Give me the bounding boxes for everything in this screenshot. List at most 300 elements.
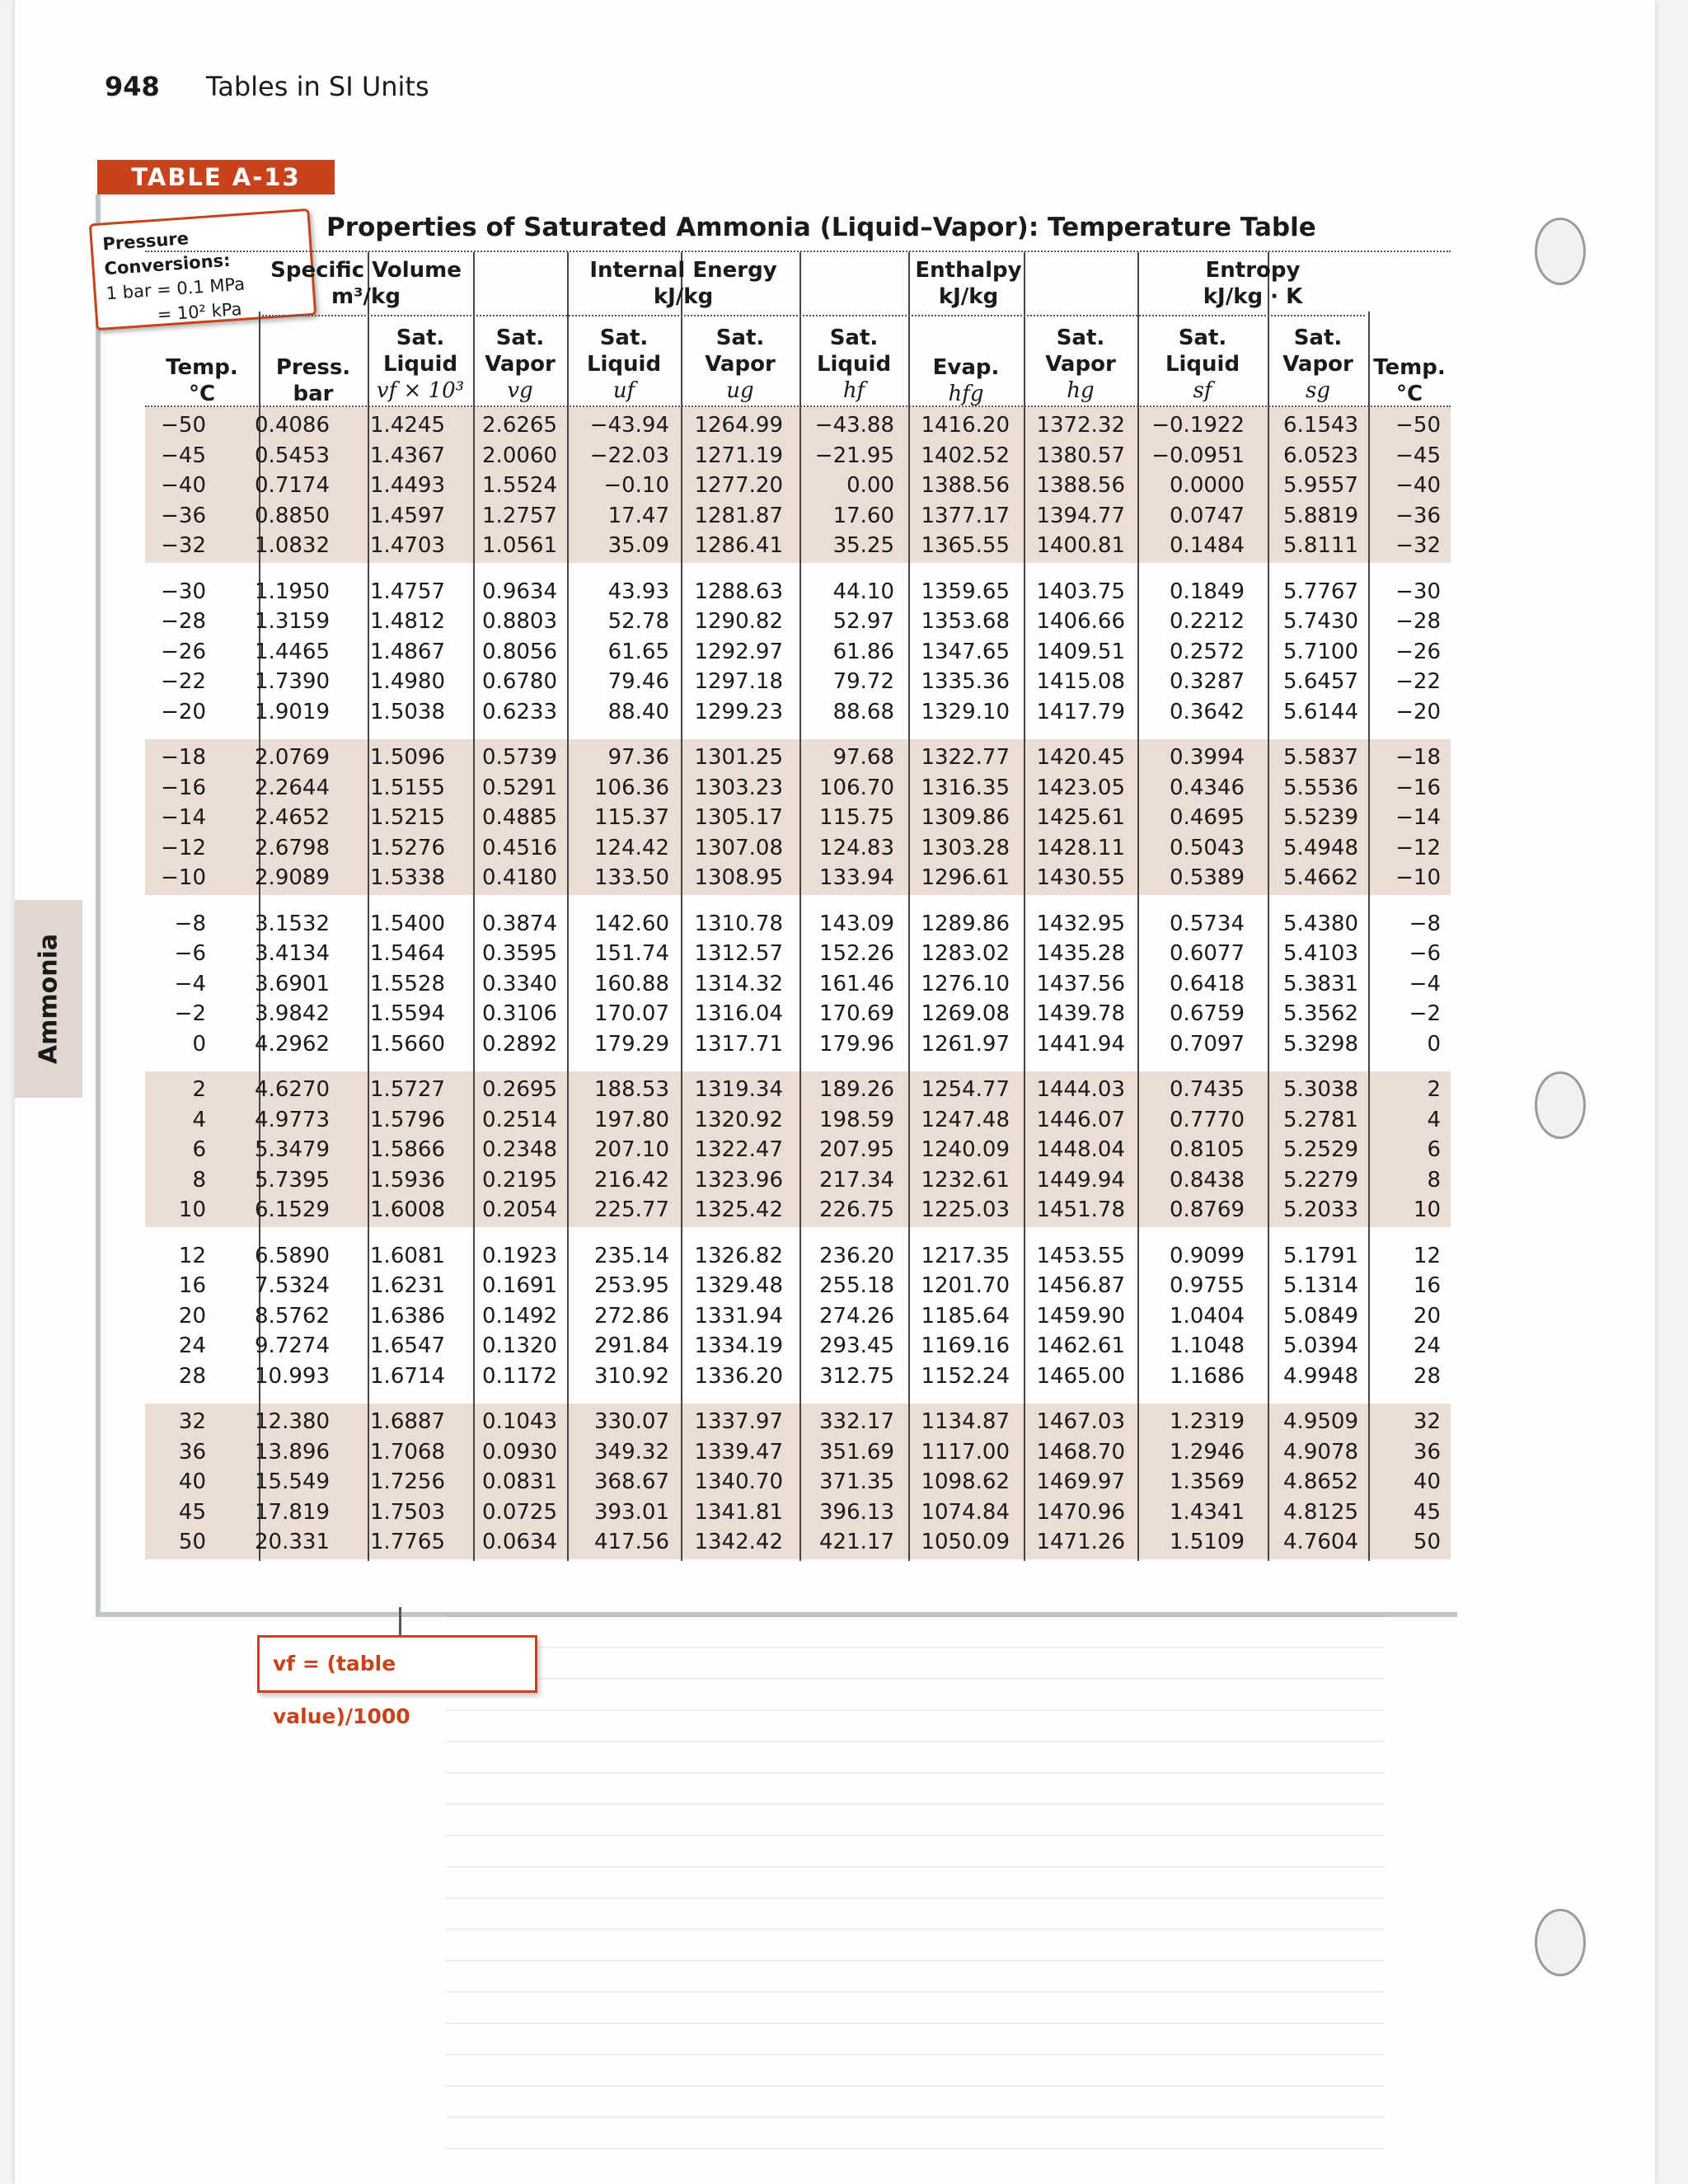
- header-line: Press.: [275, 355, 351, 380]
- table-cell: 0.1484: [1170, 533, 1245, 559]
- pressure-column-header: [259, 354, 368, 407]
- table-cell: 1.5109: [1170, 1530, 1245, 1555]
- table-cell: −6: [174, 941, 206, 967]
- table-cell: 4.2962: [255, 1031, 330, 1057]
- hfg-column-header: [908, 354, 1024, 407]
- table-cell: 79.72: [832, 669, 894, 695]
- table-cell: 1.5215: [370, 805, 445, 831]
- table-cell: 5.7430: [1283, 609, 1358, 635]
- table-cell: 61.65: [607, 639, 669, 664]
- table-cell: −40: [1395, 473, 1441, 499]
- table-cell: 52.97: [832, 609, 894, 635]
- table-cell: −36: [161, 503, 206, 528]
- table-cell: 1312.57: [694, 941, 783, 967]
- table-cell: 1317.71: [694, 1031, 783, 1057]
- table-cell: 1342.42: [694, 1530, 783, 1555]
- page-header: [105, 71, 429, 102]
- table-cell: 1.5524: [482, 473, 557, 499]
- table-cell: 52.78: [607, 609, 669, 635]
- table-cell: 1.5096: [370, 745, 445, 770]
- table-cell: 1359.65: [921, 579, 1010, 604]
- table-cell: 0.1691: [482, 1273, 557, 1299]
- table-cell: −12: [1395, 835, 1441, 860]
- table-cell: 1074.84: [921, 1499, 1010, 1525]
- table-cell: 1.5338: [370, 865, 445, 891]
- table-cell: 0.1320: [482, 1333, 557, 1359]
- table-cell: 1276.10: [921, 971, 1010, 996]
- header-line: Sat.: [495, 326, 545, 350]
- table-cell: 17.47: [607, 503, 669, 528]
- table-cell: 1.5528: [370, 971, 445, 996]
- table-cell: −45: [161, 443, 206, 468]
- table-cell: 5.2033: [1283, 1197, 1358, 1223]
- table-cell: 1417.79: [1036, 699, 1125, 724]
- table-cell: 368.67: [594, 1469, 669, 1495]
- table-cell: 236.20: [819, 1243, 894, 1268]
- table-cell: 1469.97: [1036, 1469, 1125, 1495]
- table-cell: 2.2644: [255, 775, 330, 800]
- table-cell: 1428.11: [1036, 835, 1125, 860]
- table-cell: 1.4245: [370, 413, 445, 438]
- table-cell: 4.9773: [255, 1107, 330, 1132]
- table-cell: 198.59: [819, 1107, 894, 1132]
- table-cell: 189.26: [819, 1077, 894, 1102]
- table-cell: 1409.51: [1036, 639, 1125, 664]
- table-cell: 1314.32: [694, 971, 783, 996]
- table-cell: 1415.08: [1036, 669, 1125, 695]
- table-cell: 5.1314: [1283, 1273, 1358, 1299]
- table-cell: 0.0930: [482, 1439, 557, 1465]
- specific-volume-header: [259, 257, 473, 310]
- table-cell: 1.5866: [370, 1137, 445, 1163]
- sg-column-header: [1268, 325, 1368, 404]
- table-cell: −18: [1395, 745, 1441, 770]
- header-line: sf: [1193, 378, 1212, 403]
- table-cell: 1305.17: [694, 805, 783, 831]
- group-unit: m³/kg: [331, 284, 401, 309]
- table-cell: 1.4867: [370, 639, 445, 664]
- table-cell: 0: [1427, 1031, 1441, 1057]
- table-cell: 1456.87: [1036, 1273, 1125, 1299]
- internal-energy-header: [567, 257, 799, 310]
- table-cell: 4.8125: [1283, 1499, 1358, 1525]
- table-cell: 1290.82: [694, 609, 783, 635]
- table-cell: −21.95: [814, 443, 894, 468]
- table-cell: 20.331: [255, 1530, 330, 1555]
- table-cell: 5.6144: [1283, 699, 1358, 724]
- header-line: Liquid: [1165, 352, 1240, 377]
- table-cell: 5.2529: [1283, 1137, 1358, 1163]
- table-cell: 1.6081: [370, 1243, 445, 1268]
- page-number: 948: [105, 71, 160, 102]
- table-cell: 5.9557: [1283, 473, 1358, 499]
- table-cell: 0.4086: [255, 413, 330, 438]
- table-cell: 1283.02: [921, 941, 1010, 967]
- table-cell: 1299.23: [694, 699, 783, 724]
- table-cell: 1316.35: [921, 775, 1010, 800]
- table-cell: 1406.66: [1036, 609, 1125, 635]
- vg-column-header: [473, 325, 567, 404]
- table-cell: 351.69: [819, 1439, 894, 1465]
- table-cell: 106.36: [594, 775, 669, 800]
- table-cell: 1.4757: [370, 579, 445, 604]
- table-cell: 1322.47: [694, 1137, 783, 1163]
- table-cell: −36: [1395, 503, 1441, 528]
- table-cell: 253.95: [594, 1273, 669, 1299]
- table-cell: 1.5155: [370, 775, 445, 800]
- header-line: vf × 10³: [376, 378, 465, 403]
- table-cell: 1117.00: [921, 1439, 1010, 1465]
- table-cell: 0.4180: [482, 865, 557, 891]
- table-cell: 0.3595: [482, 941, 557, 967]
- table-cell: 1331.94: [694, 1303, 783, 1329]
- table-cell: 417.56: [594, 1530, 669, 1555]
- table-cell: 293.45: [819, 1333, 894, 1359]
- table-cell: 1337.97: [694, 1409, 783, 1434]
- table-cell: 371.35: [819, 1469, 894, 1495]
- table-cell: 1.6008: [370, 1197, 445, 1223]
- table-cell: 2.9089: [255, 865, 330, 891]
- table-cell: 5.5536: [1283, 775, 1358, 800]
- header-line: Vapor: [1282, 352, 1353, 377]
- table-cell: 28: [178, 1363, 206, 1389]
- conversion-line-1: 1 bar = 0.1 MPa: [105, 274, 246, 304]
- table-cell: 235.14: [594, 1243, 669, 1268]
- table-cell: −22.03: [589, 443, 669, 468]
- uf-column-header: [567, 325, 681, 404]
- table-cell: −2: [1409, 1001, 1441, 1027]
- table-cell: 1347.65: [921, 639, 1010, 664]
- table-cell: 35.25: [832, 533, 894, 559]
- table-cell: 1.5594: [370, 1001, 445, 1027]
- table-cell: 1402.52: [921, 443, 1010, 468]
- table-cell: 151.74: [594, 941, 669, 967]
- table-cell: 1134.87: [921, 1409, 1010, 1434]
- group-unit: kJ/kg · K: [1203, 284, 1303, 309]
- table-cell: 1297.18: [694, 669, 783, 695]
- table-cell: 32: [178, 1409, 206, 1434]
- table-cell: 1.4367: [370, 443, 445, 468]
- table-cell: 1416.20: [921, 413, 1010, 438]
- header-rule: [145, 251, 1451, 252]
- table-cell: 1448.04: [1036, 1137, 1125, 1163]
- table-cell: 330.07: [594, 1409, 669, 1434]
- table-cell: 6.0523: [1283, 443, 1358, 468]
- table-cell: 45: [178, 1499, 206, 1525]
- group-title: Entropy: [1205, 258, 1301, 283]
- table-cell: 0.0000: [1170, 473, 1245, 499]
- table-cell: 1336.20: [694, 1363, 783, 1389]
- table-cell: 1217.35: [921, 1243, 1010, 1268]
- header-line: Evap.: [932, 355, 1000, 380]
- table-cell: 1323.96: [694, 1167, 783, 1193]
- table-cell: 0.1492: [482, 1303, 557, 1329]
- vf-column-header: [368, 325, 473, 404]
- table-cell: 0.4695: [1170, 805, 1245, 831]
- table-cell: 0.4885: [482, 805, 557, 831]
- table-cell: 1453.55: [1036, 1243, 1125, 1268]
- table-cell: 1329.10: [921, 699, 1010, 724]
- group-unit: kJ/kg: [938, 284, 999, 309]
- table-cell: 1400.81: [1036, 533, 1125, 559]
- table-cell: 1.5464: [370, 941, 445, 967]
- table-cell: 1316.04: [694, 1001, 783, 1027]
- table-cell: 0.1043: [482, 1409, 557, 1434]
- table-cell: 9.7274: [255, 1333, 330, 1359]
- table-cell: −40: [161, 473, 206, 499]
- group-title: Enthalpy: [915, 258, 1022, 283]
- table-cell: 16: [178, 1273, 206, 1299]
- table-cell: −30: [1395, 579, 1441, 604]
- table-cell: 1420.45: [1036, 745, 1125, 770]
- table-cell: 17.60: [832, 503, 894, 528]
- table-cell: 1465.00: [1036, 1363, 1125, 1389]
- header-line: ug: [726, 378, 754, 403]
- table-cell: −50: [161, 413, 206, 438]
- table-cell: 207.95: [819, 1137, 894, 1163]
- header-line: Sat.: [396, 326, 445, 350]
- table-cell: 20: [178, 1303, 206, 1329]
- table-cell: 1.9019: [255, 699, 330, 724]
- table-cell: 1201.70: [921, 1273, 1010, 1299]
- table-cell: 0.8056: [482, 639, 557, 664]
- header-line: Temp.: [166, 355, 238, 380]
- table-cell: −0.0951: [1151, 443, 1245, 468]
- table-cell: 0.9099: [1170, 1243, 1245, 1268]
- ug-column-header: [681, 325, 799, 404]
- table-cell: 5.8111: [1283, 533, 1358, 559]
- table-cell: 0.3287: [1170, 669, 1245, 695]
- table-cell: 5.3479: [255, 1137, 330, 1163]
- table-cell: −20: [1395, 699, 1441, 724]
- table-cell: 2.0060: [482, 443, 557, 468]
- table-cell: 5.8819: [1283, 503, 1358, 528]
- table-cell: 12.380: [255, 1409, 330, 1434]
- table-cell: 1185.64: [921, 1303, 1010, 1329]
- temp-column-header: [145, 354, 259, 407]
- header-line: hfg: [948, 382, 984, 406]
- table-cell: 225.77: [594, 1197, 669, 1223]
- table-cell: 3.9842: [255, 1001, 330, 1027]
- table-cell: 188.53: [594, 1077, 669, 1102]
- header-line: hf: [842, 378, 865, 403]
- table-cell: 291.84: [594, 1333, 669, 1359]
- table-cell: 1334.19: [694, 1333, 783, 1359]
- table-cell: 179.29: [594, 1031, 669, 1057]
- table-cell: 4.9078: [1283, 1439, 1358, 1465]
- header-line: °C: [188, 382, 216, 406]
- table-cell: 3.4134: [255, 941, 330, 967]
- table-cell: 197.80: [594, 1107, 669, 1132]
- table-cell: 170.07: [594, 1001, 669, 1027]
- table-cell: −30: [161, 579, 206, 604]
- temp-column-header-right: [1368, 354, 1451, 407]
- table-cell: 1437.56: [1036, 971, 1125, 996]
- table-cell: 1470.96: [1036, 1499, 1125, 1525]
- table-cell: 1353.68: [921, 609, 1010, 635]
- table-cell: 1423.05: [1036, 775, 1125, 800]
- table-cell: 1261.97: [921, 1031, 1010, 1057]
- table-cell: 1468.70: [1036, 1439, 1125, 1465]
- table-cell: 4: [1427, 1107, 1441, 1132]
- table-cell: −43.88: [814, 413, 894, 438]
- table-cell: 5.3562: [1283, 1001, 1358, 1027]
- header-line: vg: [507, 378, 533, 403]
- table-cell: 1286.41: [694, 533, 783, 559]
- table-cell: −0.1922: [1151, 413, 1245, 438]
- header-line: hg: [1067, 378, 1095, 403]
- table-cell: 0.2892: [482, 1031, 557, 1057]
- table-cell: 106.70: [819, 775, 894, 800]
- table-cell: 79.46: [607, 669, 669, 695]
- table-cell: 10.993: [255, 1363, 330, 1389]
- table-cell: 0.4346: [1170, 775, 1245, 800]
- table-cell: 0.8438: [1170, 1167, 1245, 1193]
- table-cell: 1444.03: [1036, 1077, 1125, 1102]
- table-cell: −0.10: [603, 473, 669, 499]
- group-unit: kJ/kg: [653, 284, 714, 309]
- table-cell: 0.2695: [482, 1077, 557, 1102]
- table-cell: 1.4980: [370, 669, 445, 695]
- table-cell: 4.7604: [1283, 1530, 1358, 1555]
- table-cell: 179.96: [819, 1031, 894, 1057]
- table-cell: 274.26: [819, 1303, 894, 1329]
- table-cell: 0.4516: [482, 835, 557, 860]
- table-cell: 61.86: [832, 639, 894, 664]
- table-cell: 8: [192, 1167, 206, 1193]
- table-cell: 1.2946: [1170, 1439, 1245, 1465]
- table-cell: 4: [192, 1107, 206, 1132]
- table-cell: 13.896: [255, 1439, 330, 1465]
- table-cell: 1320.92: [694, 1107, 783, 1132]
- table-cell: 43.93: [607, 579, 669, 604]
- table-cell: 0.0747: [1170, 503, 1245, 528]
- table-cell: 217.34: [819, 1167, 894, 1193]
- table-cell: 1050.09: [921, 1530, 1010, 1555]
- table-cell: −2: [174, 1001, 206, 1027]
- table-cell: 1225.03: [921, 1197, 1010, 1223]
- group-title: Specific Volume: [270, 258, 462, 283]
- table-cell: 1.4493: [370, 473, 445, 499]
- table-cell: −45: [1395, 443, 1441, 468]
- table-cell: −16: [161, 775, 206, 800]
- table-cell: 1388.56: [921, 473, 1010, 499]
- table-cell: 0.5389: [1170, 865, 1245, 891]
- table-cell: −8: [174, 911, 206, 936]
- table-cell: 1325.42: [694, 1197, 783, 1223]
- table-cell: 332.17: [819, 1409, 894, 1434]
- table-cell: 1240.09: [921, 1137, 1010, 1163]
- table-cell: 1432.95: [1036, 911, 1125, 936]
- table-cell: 1.4341: [1170, 1499, 1245, 1525]
- table-cell: 1308.95: [694, 865, 783, 891]
- table-cell: 0.5043: [1170, 835, 1245, 860]
- table-cell: 1439.78: [1036, 1001, 1125, 1027]
- table-cell: 1322.77: [921, 745, 1010, 770]
- table-cell: −14: [1395, 805, 1441, 831]
- header-line: Liquid: [586, 352, 662, 377]
- table-cell: 1.7765: [370, 1530, 445, 1555]
- binder-hole: [1535, 218, 1586, 285]
- table-cell: 0.2514: [482, 1107, 557, 1132]
- table-cell: 1326.82: [694, 1243, 783, 1268]
- table-cell: 2.0769: [255, 745, 330, 770]
- table-cell: 0.2212: [1170, 609, 1245, 635]
- header-line: °C: [1395, 382, 1423, 406]
- table-cell: 0.7770: [1170, 1107, 1245, 1132]
- table-cell: 1.5660: [370, 1031, 445, 1057]
- table-cell: −6: [1409, 941, 1441, 967]
- table-cell: 0.6418: [1170, 971, 1245, 996]
- table-cell: 5.3038: [1283, 1077, 1358, 1102]
- table-cell: 2.6798: [255, 835, 330, 860]
- table-cell: 1459.90: [1036, 1303, 1125, 1329]
- table-cell: 1425.61: [1036, 805, 1125, 831]
- table-cell: 1.5727: [370, 1077, 445, 1102]
- table-cell: 24: [1413, 1333, 1441, 1359]
- table-cell: 1388.56: [1036, 473, 1125, 499]
- conversion-line-2: = 10² kPa: [156, 298, 243, 325]
- table-cell: 1232.61: [921, 1167, 1010, 1193]
- table-title: Properties of Saturated Ammonia (Liquid–Vapor): Temperature Table: [326, 213, 1316, 242]
- header-line: bar: [293, 382, 334, 406]
- table-cell: 10: [178, 1197, 206, 1223]
- table-cell: 1271.19: [694, 443, 783, 468]
- table-cell: 142.60: [594, 911, 669, 936]
- table-cell: 396.13: [819, 1499, 894, 1525]
- table-cell: 1.5276: [370, 835, 445, 860]
- table-cell: 1.5038: [370, 699, 445, 724]
- table-cell: 32: [1413, 1409, 1441, 1434]
- table-cell: 0.7174: [255, 473, 330, 499]
- table-cell: 1169.16: [921, 1333, 1010, 1359]
- table-cell: 5.1791: [1283, 1243, 1358, 1268]
- table-cell: 1.3569: [1170, 1469, 1245, 1495]
- table-cell: 20: [1413, 1303, 1441, 1329]
- table-cell: 1.4597: [370, 503, 445, 528]
- table-cell: 5.7100: [1283, 639, 1358, 664]
- table-cell: 124.83: [819, 835, 894, 860]
- table-cell: 1394.77: [1036, 503, 1125, 528]
- table-cell: 1309.86: [921, 805, 1010, 831]
- table-cell: 1.7390: [255, 669, 330, 695]
- table-cell: 1449.94: [1036, 1167, 1125, 1193]
- table-cell: 1303.23: [694, 775, 783, 800]
- table-cell: −10: [161, 865, 206, 891]
- table-cell: 5.4948: [1283, 835, 1358, 860]
- table-cell: 2.6265: [482, 413, 557, 438]
- table-cell: 12: [1413, 1243, 1441, 1268]
- table-cell: 1335.36: [921, 669, 1010, 695]
- table-cell: 5.3298: [1283, 1031, 1358, 1057]
- table-cell: −28: [161, 609, 206, 635]
- table-cell: 1.6231: [370, 1273, 445, 1299]
- table-cell: 226.75: [819, 1197, 894, 1223]
- table-cell: 0.1849: [1170, 579, 1245, 604]
- vf-callout: [257, 1635, 537, 1728]
- table-cell: 1.6887: [370, 1409, 445, 1434]
- table-cell: 1247.48: [921, 1107, 1010, 1132]
- table-cell: 0.5453: [255, 443, 330, 468]
- table-cell: 10: [1413, 1197, 1441, 1223]
- table-cell: 17.819: [255, 1499, 330, 1525]
- table-cell: 1.5400: [370, 911, 445, 936]
- table-cell: 2: [1427, 1077, 1441, 1102]
- table-cell: 0.8850: [255, 503, 330, 528]
- table-cell: 88.40: [607, 699, 669, 724]
- header-line: Sat.: [1056, 326, 1105, 350]
- table-cell: 88.68: [832, 699, 894, 724]
